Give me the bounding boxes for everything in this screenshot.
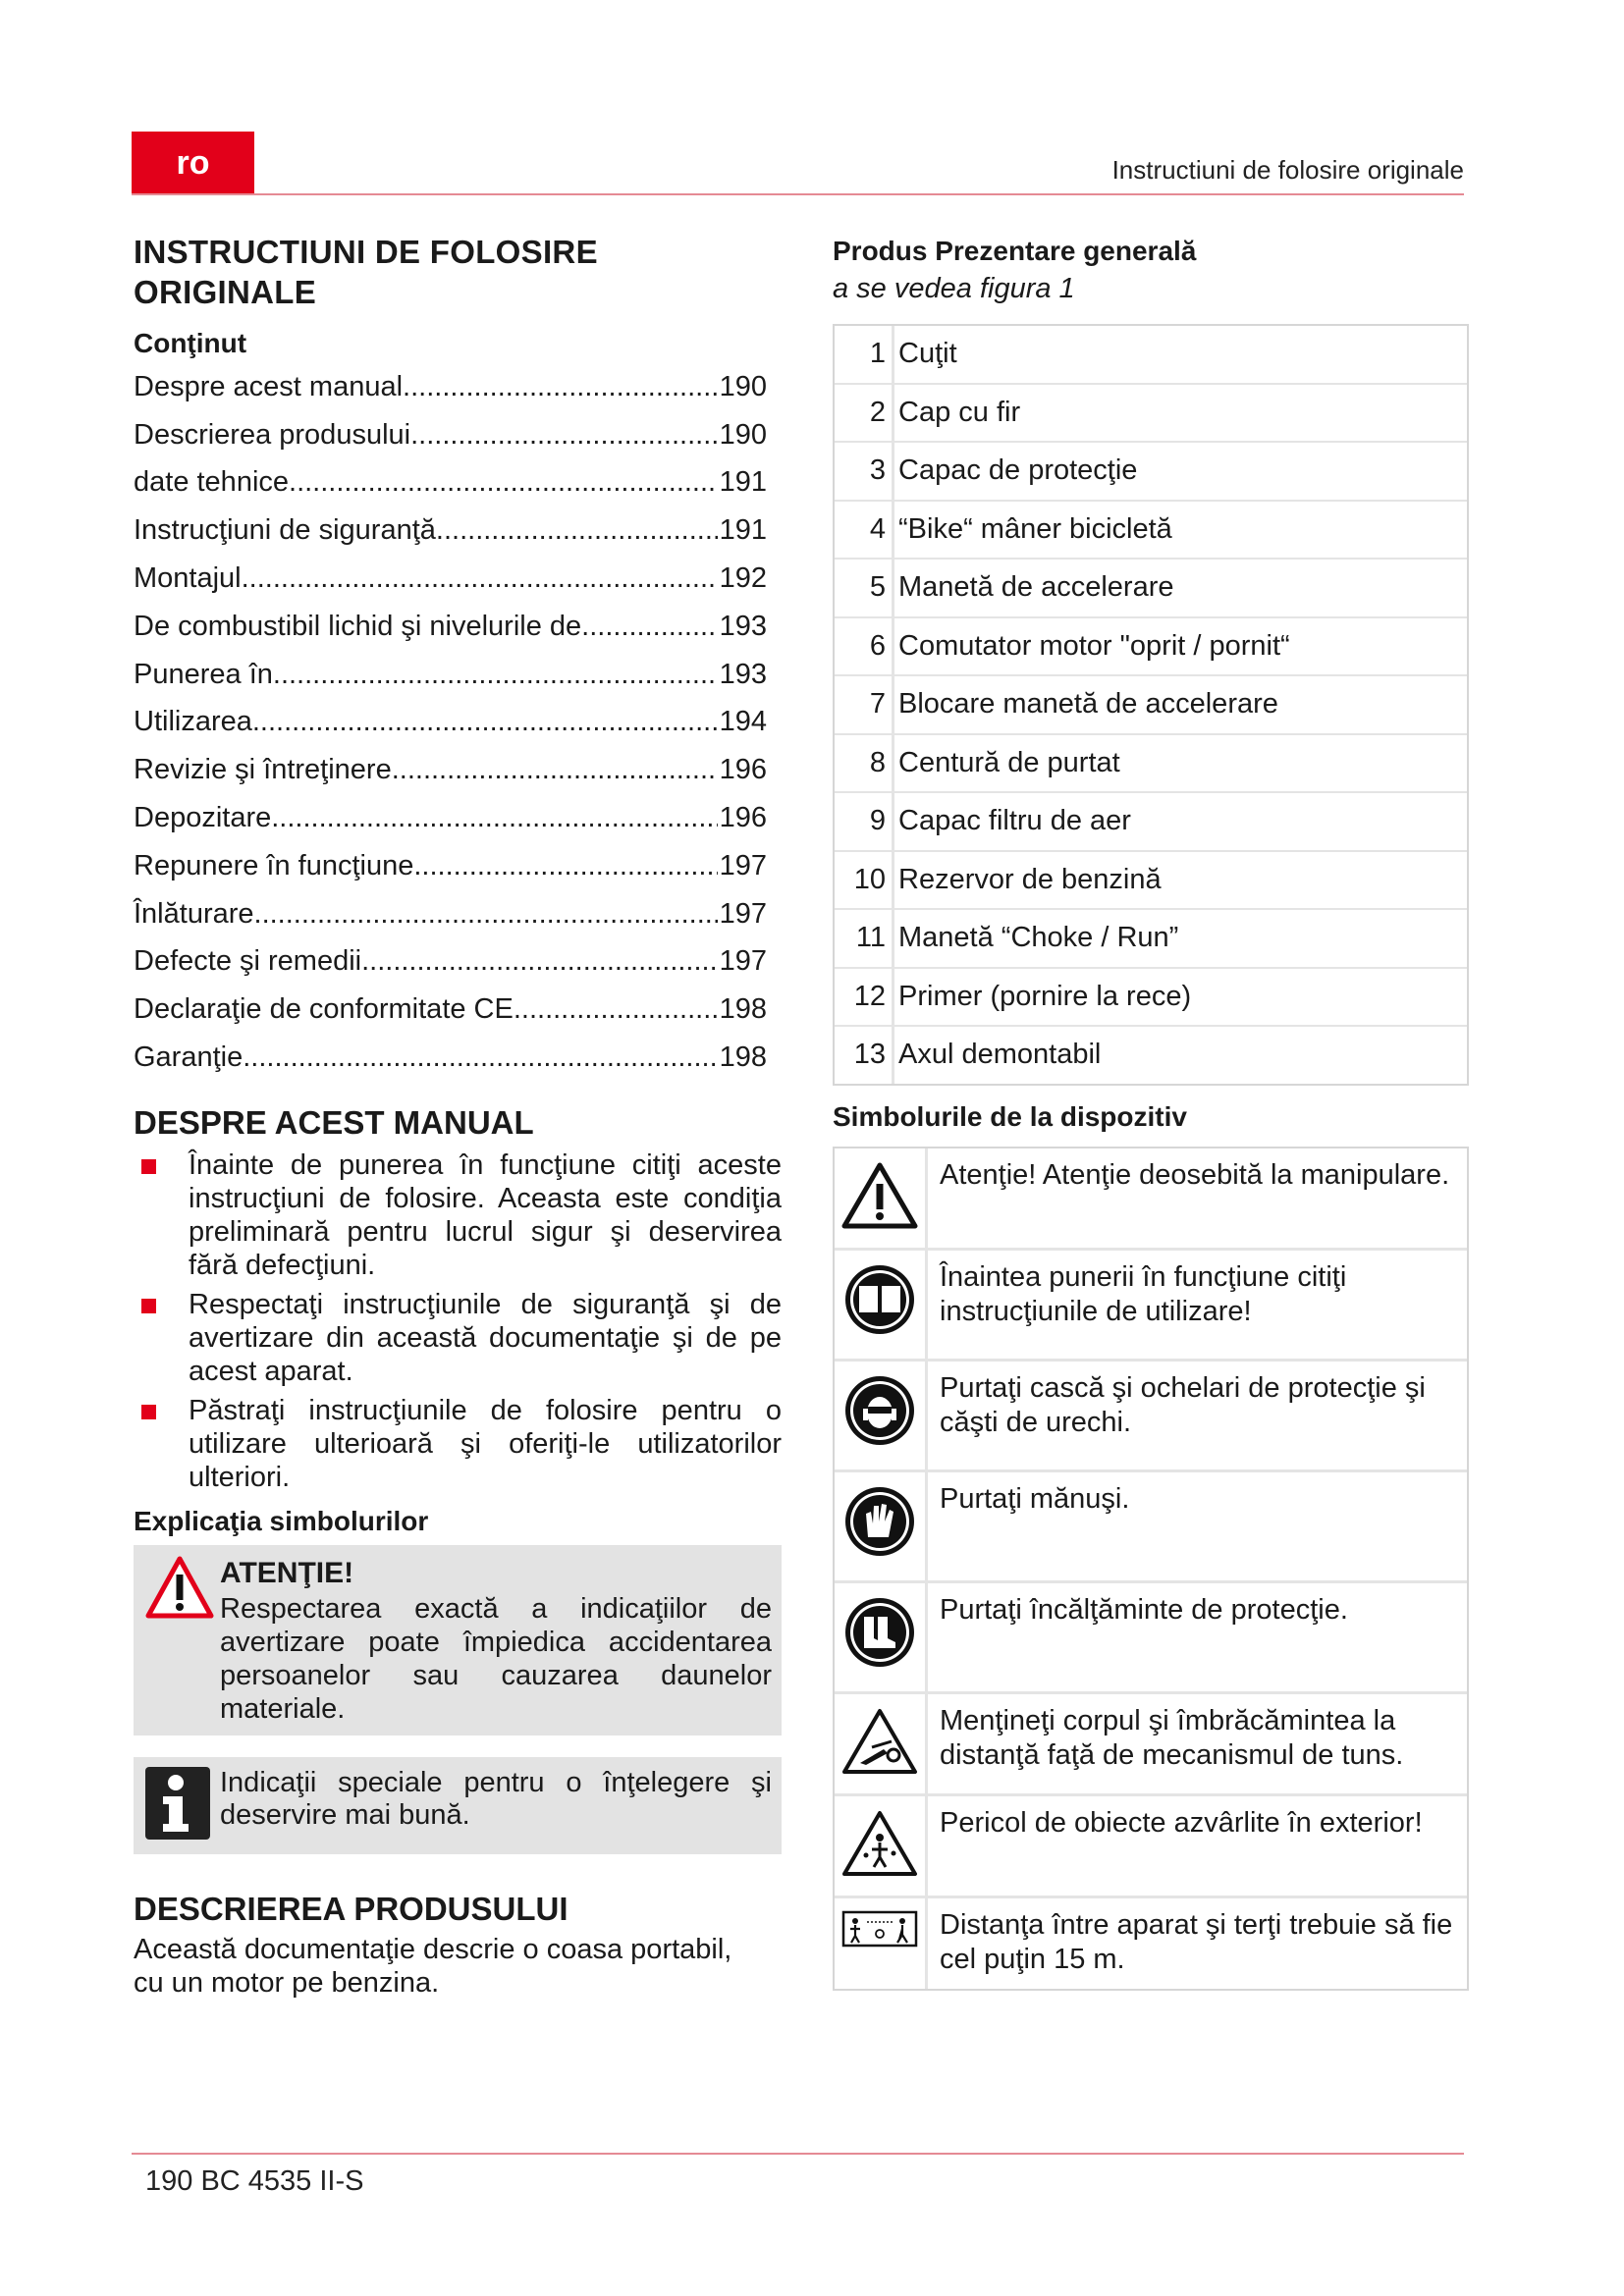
part-label: Comutator motor "oprit / pornit“ [892, 618, 1467, 675]
part-number: 9 [869, 805, 886, 837]
toc-page: 198 [719, 993, 767, 1026]
main-title: INSTRUCTIUNI DE FOLOSIRE ORIGINALE [134, 234, 598, 310]
symbol-text: Înaintea punerii în funcţiune citiţi instrucţiunile de utilizare! [940, 1260, 1347, 1327]
part-number: 11 [855, 922, 886, 954]
info-box [134, 1757, 782, 1854]
gloves-icon [835, 1472, 928, 1580]
toc-title: Instrucţiuni de siguranţă [134, 514, 436, 547]
table-row [835, 735, 1467, 794]
part-number: 13 [853, 1039, 886, 1071]
table-row [835, 1148, 1467, 1251]
thrown-objects-icon [835, 1796, 928, 1896]
table-row [835, 1472, 1467, 1583]
symbol-text: Purtaţi mănuşi. [940, 1482, 1130, 1515]
toc-page: 197 [719, 849, 767, 881]
header-divider [132, 193, 1464, 195]
toc-page: 196 [719, 802, 767, 834]
device-symbols-table [833, 1147, 1469, 1991]
toc-page: 196 [719, 754, 767, 786]
toc-row[interactable] [134, 986, 767, 1034]
table-row [835, 1027, 1467, 1084]
footer-divider [132, 2153, 1464, 2155]
helmet-goggles-ear-icon [835, 1362, 928, 1469]
table-row [835, 910, 1467, 969]
part-label: Centură de purtat [892, 735, 1467, 792]
toc-title: De combustibil lichid şi nivelurile de [134, 610, 582, 642]
part-number: 10 [853, 863, 886, 895]
list-item: Păstraţi instrucţiunile de folosire pentru o utilizare ulterioară şi oferiţi-le utilizatorilor ulteriori. [134, 1394, 782, 1494]
toc-page: 194 [719, 706, 767, 738]
part-label: Blocare manetă de accelerare [892, 676, 1467, 733]
toc-title: Utilizarea [134, 706, 252, 738]
part-label: Manetă “Choke / Run” [892, 910, 1467, 967]
table-row [835, 1898, 1467, 1989]
part-number: 3 [869, 454, 886, 487]
toc-title: Declaraţie de conformitate CE [134, 993, 514, 1026]
warning-triangle-icon [145, 1555, 220, 1726]
table-row [835, 793, 1467, 852]
toc-row[interactable] [134, 363, 767, 411]
toc-row[interactable] [134, 1034, 767, 1082]
table-row [835, 560, 1467, 618]
symbol-text: Pericol de obiecte azvârlite în exterior! [940, 1806, 1423, 1839]
table-row [835, 618, 1467, 677]
toc-heading: Conţinut [134, 328, 247, 358]
product-description-heading: DESCRIEREA PRODUSULUI [134, 1890, 568, 1927]
toc-row[interactable] [134, 794, 767, 842]
part-label: Axul demontabil [892, 1027, 1467, 1084]
toc-title: Garanţie [134, 1041, 244, 1074]
read-manual-icon [835, 1251, 928, 1359]
toc-row[interactable] [134, 411, 767, 459]
table-row [835, 326, 1467, 385]
table-row [835, 502, 1467, 561]
part-label: Manetă de accelerare [892, 560, 1467, 616]
toc-page: 198 [719, 1041, 767, 1074]
toc-title: Punerea în [134, 658, 273, 690]
toc-row[interactable] [134, 507, 767, 555]
symbol-text: Distanţa între aparat şi terţi trebuie să fie cel puţin 15 m. [940, 1908, 1453, 1975]
warning-triangle-icon [835, 1148, 928, 1248]
part-number: 6 [869, 629, 886, 662]
toc-row[interactable] [134, 651, 767, 699]
blade-hand-warning-icon [835, 1694, 928, 1793]
symbols-explanation-heading: Explicaţia simbolurilor [134, 1505, 429, 1536]
toc-row[interactable] [134, 842, 767, 890]
toc-row[interactable] [134, 603, 767, 651]
symbol-text: Purtaţi încălţăminte de protecţie. [940, 1593, 1348, 1626]
overview-subheading: a se vedea figura 1 [833, 273, 1075, 304]
toc-title: Repunere în funcţiune [134, 849, 414, 881]
table-row [835, 385, 1467, 444]
overview-heading: Produs Prezentare generală [833, 236, 1197, 266]
list-item: Înainte de punerea în funcţiune citiţi aceste instrucţiuni de folosire. Aceasta este condiţia preliminară pentru lucrul sigur şi deservirea fără defecţiuni. [134, 1148, 782, 1282]
toc-row[interactable] [134, 746, 767, 794]
safety-boots-icon [835, 1583, 928, 1691]
info-text: Indicaţii speciale pentru o înţelegere şi deservire mai bună. [220, 1766, 772, 1831]
part-label: Cap cu fir [892, 385, 1467, 442]
part-number: 7 [869, 688, 886, 721]
part-label: Rezervor de benzină [892, 852, 1467, 909]
about-bullets [134, 1148, 782, 1494]
part-number: 12 [853, 980, 886, 1012]
part-label: “Bike“ mâner bicicletă [892, 502, 1467, 559]
right-column [833, 232, 1469, 1991]
table-row [835, 969, 1467, 1028]
part-number: 5 [869, 571, 886, 604]
toc-row[interactable] [134, 555, 767, 603]
device-symbols-heading: Simbolurile de la dispozitiv [833, 1100, 1187, 1132]
table-row [835, 1583, 1467, 1694]
toc-page: 197 [719, 897, 767, 930]
symbol-text: Purtaţi cască şi ochelari de protecţie şi căşti de urechi. [940, 1371, 1426, 1438]
toc-page: 191 [719, 514, 767, 547]
left-column [134, 232, 782, 2000]
language-code: ro [176, 143, 210, 182]
table-row [835, 852, 1467, 911]
list-item: Respectaţi instrucţiunile de siguranţă şi de avertizare din această documentaţie şi de pe acest aparat. [134, 1288, 782, 1388]
part-label: Capac de protecţie [892, 443, 1467, 500]
part-label: Cuţit [892, 326, 1467, 383]
toc-title: Montajul [134, 562, 242, 595]
symbol-text: Atenţie! Atenţie deosebită la manipulare. [940, 1158, 1450, 1191]
header-title: Instructiuni de folosire originale [1111, 155, 1464, 185]
part-number: 8 [869, 746, 886, 778]
part-label: Capac filtru de aer [892, 793, 1467, 850]
info-icon [145, 1767, 220, 1844]
table-row [835, 443, 1467, 502]
toc-title: Depozitare [134, 802, 272, 834]
table-row [835, 1362, 1467, 1472]
toc-title: Defecte şi remedii [134, 945, 362, 978]
toc-title: Revizie şi întreţinere [134, 754, 392, 786]
part-label: Primer (pornire la rece) [892, 969, 1467, 1026]
warning-text: Respectarea exactă a indicaţiilor de avertizare poate împiedica accidentarea persoanelor sau cauzarea daunelor materiale. [220, 1592, 772, 1725]
toc-title: date tehnice [134, 466, 290, 499]
product-description-text: Această documentaţie descrie o coasa portabil, cu un motor pe benzina. [134, 1933, 732, 1999]
toc-title: Înlăturare [134, 897, 254, 930]
toc-page: 197 [719, 945, 767, 978]
table-row [835, 1796, 1467, 1898]
part-number: 2 [869, 396, 886, 428]
parts-table [833, 324, 1469, 1086]
toc-page: 191 [719, 466, 767, 499]
toc-row[interactable] [134, 938, 767, 987]
toc-page: 190 [719, 418, 767, 451]
part-number: 4 [869, 512, 886, 545]
table-row [835, 1251, 1467, 1362]
toc-page: 190 [719, 370, 767, 402]
toc-page: 192 [719, 562, 767, 595]
table-row [835, 1694, 1467, 1796]
warning-box [134, 1545, 782, 1735]
distance-15m-icon [835, 1898, 928, 1989]
toc-row[interactable] [134, 890, 767, 938]
toc-page: 193 [719, 658, 767, 690]
language-tab [132, 132, 254, 194]
part-number: 1 [869, 338, 886, 370]
toc-title: Descrierea produsului [134, 418, 411, 451]
table-of-contents [134, 363, 767, 1082]
toc-row[interactable] [134, 699, 767, 747]
page-footer: 190 BC 4535 II-S [145, 2165, 364, 2197]
toc-page: 193 [719, 610, 767, 642]
about-heading: DESPRE ACEST MANUAL [134, 1103, 534, 1141]
symbol-text: Menţineţi corpul şi îmbrăcămintea la distanţă faţă de mecanismul de tuns. [940, 1704, 1404, 1771]
table-row [835, 676, 1467, 735]
toc-row[interactable] [134, 459, 767, 507]
warning-title: ATENŢIE! [220, 1556, 354, 1589]
toc-title: Despre acest manual [134, 370, 404, 402]
